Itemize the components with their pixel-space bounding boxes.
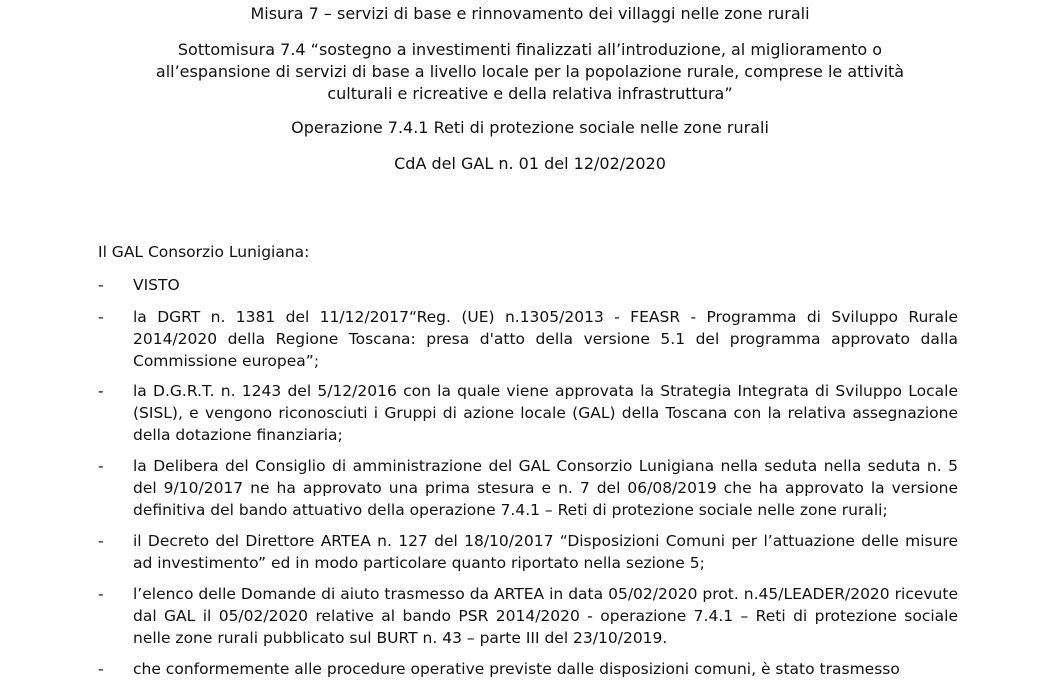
list-item-text: la Delibera del Consiglio di amministrazione del GAL Consorzio Lunigiana nella seduta nella seduta n. 5 del 9/10/2017 ne ha approvato una prima stesura e n. 7 del 06/08/2019 che ha approvato la versione definitiva del bando attuativo della operazione 7.4.1 – Reti di protezione sociale nelle zone rurali; bbox=[133, 457, 958, 519]
measure-heading: Misura 7 – servizi di base e rinnovamento dei villaggi nelle zone rurali bbox=[250, 4, 810, 23]
bullet-dash: - bbox=[98, 532, 104, 550]
bullet-dash: - bbox=[98, 308, 104, 326]
intro-text: Il GAL Consorzio Lunigiana: bbox=[98, 243, 310, 261]
bullet-dash: - bbox=[98, 382, 104, 400]
list-item-text: che conformemente alle procedure operative previste dalle disposizioni comuni, è stato trasmesso bbox=[133, 660, 900, 678]
operation-heading: Operazione 7.4.1 Reti di protezione sociale nelle zone rurali bbox=[291, 118, 769, 137]
list-item-text: VISTO bbox=[133, 276, 180, 294]
list-item-text: l’elenco delle Domande di aiuto trasmesso da ARTEA in data 05/02/2020 prot. n.45/LEADER/2020 ricevute dal GAL il 05/02/2020 relative al bando PSR 2014/2020 - operazione 7.4.1 – Reti di protezione sociale nelle zone rurali pubblicato sul BURT n. 43 – parte III del 23/10/2019. bbox=[133, 585, 958, 647]
list-item-text: il Decreto del Direttore ARTEA n. 127 del 18/10/2017 “Disposizioni Comuni per l’attuazione delle misure ad investimento” ed in modo particolare quanto riportato nella sezione 5; bbox=[133, 532, 958, 572]
list-item-text: la DGRT n. 1381 del 11/12/2017“Reg. (UE) n.1305/2013 - FEASR - Programma di Sviluppo Rurale 2014/2020 della Regione Toscana: presa d'atto della versione 5.1 del programma approvato dalla Commissione europea”; bbox=[133, 308, 958, 370]
board-meeting-heading: CdA del GAL n. 01 del 12/02/2020 bbox=[394, 154, 666, 173]
bullet-dash: - bbox=[98, 276, 104, 294]
submeasure-heading: Sottomisura 7.4 “sostegno a investimenti finalizzati all’introduzione, al miglioramento o all’espansione di servizi di base a livello locale per la popolazione rurale, comprese le attività culturali e ricreative e della relativa infrastruttura” bbox=[155, 40, 905, 103]
bullet-dash: - bbox=[98, 585, 104, 603]
list-item-text: la D.G.R.T. n. 1243 del 5/12/2016 con la quale viene approvata la Strategia Integrata di Sviluppo Locale (SISL), e vengono riconosciuti i Gruppi di azione locale (GAL) della Toscana con la relativa assegnazione della dotazione finanziaria; bbox=[133, 382, 958, 444]
bullet-dash: - bbox=[98, 660, 104, 678]
bullet-dash: - bbox=[98, 457, 104, 475]
